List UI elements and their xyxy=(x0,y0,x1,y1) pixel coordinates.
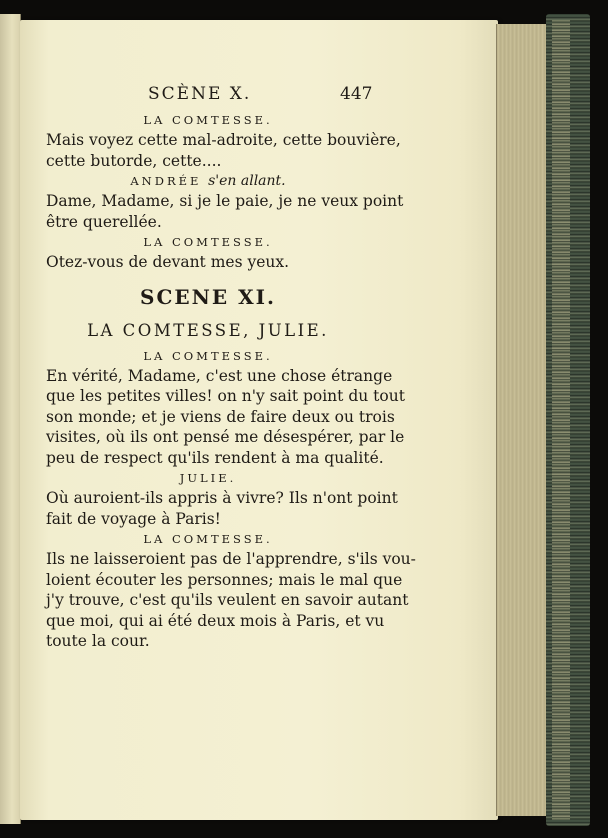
text-line: Où auroient-ils appris à vivre? Ils n'ont point xyxy=(46,489,398,507)
text-line: visites, où ils ont pensé me désespérer, par le xyxy=(46,428,405,446)
speaker-label xyxy=(46,171,370,191)
speaker-label: LA COMTESSE. xyxy=(143,113,273,127)
speaker-label: LA COMTESSE. xyxy=(143,348,273,363)
page-number: 447 xyxy=(340,84,373,104)
text-line: toute la cour. xyxy=(46,632,150,650)
text-line: fait de voyage à Paris! xyxy=(46,509,221,528)
text-line: Mais voyez cette mal-adroite, cette bouvière, xyxy=(46,131,401,149)
speaker-label: LA COMTESSE. xyxy=(143,532,273,546)
dialogue-paragraph xyxy=(46,191,404,232)
page-fore-edge xyxy=(496,24,547,816)
text-line: j'y trouve, c'est qu'ils veulent en savoir autant xyxy=(46,591,409,609)
page-header xyxy=(46,84,373,110)
text-line: que moi, qui ai été deux mois à Paris, et vu xyxy=(46,611,385,630)
text-line: être querellée. xyxy=(46,212,162,231)
dialogue-paragraph xyxy=(46,488,398,529)
dialogue-paragraph xyxy=(46,252,370,273)
text-line: Ils ne laisseroient pas de l'apprendre, s'ils vou- xyxy=(46,550,416,568)
dialogue-paragraph xyxy=(46,130,401,171)
text-line: Otez-vous de devant mes yeux. xyxy=(46,253,290,271)
scene-title: SCENE XI. xyxy=(140,284,276,309)
speaker-name: ANDRÉE xyxy=(130,174,202,188)
page-text xyxy=(46,84,416,652)
dialogue-paragraph xyxy=(46,549,416,652)
cover-binding-texture xyxy=(552,20,570,820)
text-line: son monde; et je viens de faire deux ou trois xyxy=(46,407,395,426)
text-line: que les petites villes! on n'y sait point du tout xyxy=(46,387,405,405)
stage-direction: s'en allant. xyxy=(208,173,286,189)
running-title: SCÈNE X. xyxy=(148,84,252,104)
dialogue-paragraph xyxy=(46,366,405,469)
text-line: loient écouter les personnes; mais le mal que xyxy=(46,570,403,589)
scene-characters: LA COMTESSE, JULIE. xyxy=(87,321,329,340)
speaker-label: JULIE. xyxy=(179,471,237,485)
speaker-label: LA COMTESSE. xyxy=(143,235,273,249)
text-line: En vérité, Madame, c'est une chose étrange xyxy=(46,366,393,385)
text-line: cette butorde, cette.... xyxy=(46,151,222,170)
text-line: peu de respect qu'ils rendent à ma qualité. xyxy=(46,448,384,467)
previous-page-edge xyxy=(0,14,21,824)
text-line: Dame, Madame, si je le paie, je ne veux point xyxy=(46,192,404,210)
